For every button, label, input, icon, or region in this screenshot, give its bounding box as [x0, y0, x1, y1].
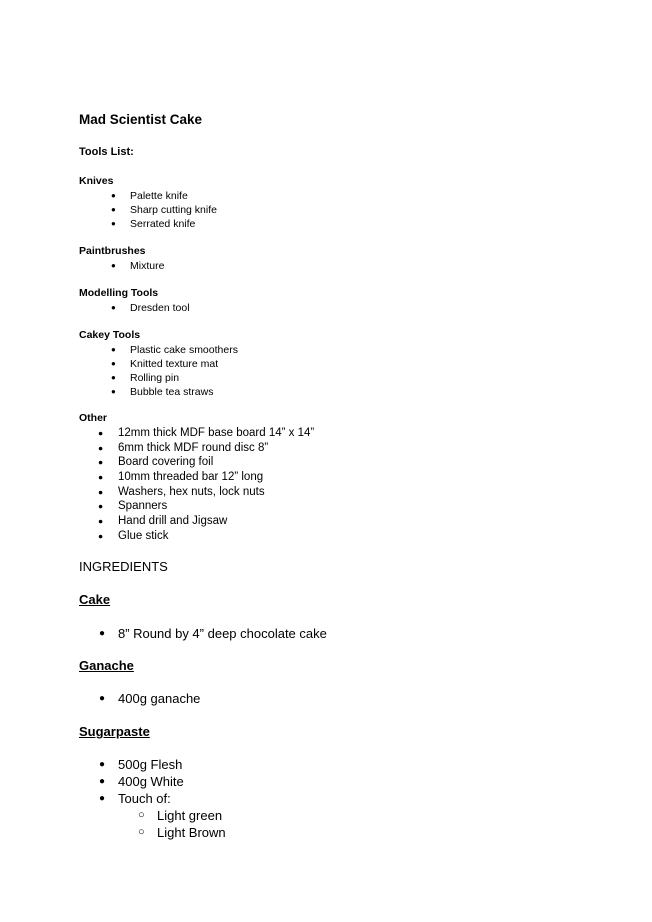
- group-title: Knives: [79, 175, 114, 187]
- list-item: ● 10mm threaded bar 12” long: [79, 470, 314, 485]
- list-item: ● Dresden tool: [79, 301, 190, 315]
- list-item: ● 400g White: [79, 773, 226, 790]
- list-item: ● Mixture: [79, 259, 164, 273]
- list-item: ● Touch of:: [79, 790, 226, 807]
- tool-group-paintbrushes: [79, 245, 164, 273]
- list-item: ● Board covering foil: [79, 455, 314, 470]
- list-item: ● Rolling pin: [79, 371, 238, 385]
- other-list: [79, 426, 314, 544]
- list-item: ● Spanners: [79, 499, 314, 514]
- tool-group-modelling-tools: [79, 287, 190, 315]
- tool-group-knives: [79, 175, 217, 231]
- sugarpaste-list: [79, 756, 226, 841]
- list-item: ● Serrated knife: [79, 217, 217, 231]
- tool-group-cakey-tools: [79, 329, 238, 399]
- ganache-heading: Ganache: [79, 658, 134, 673]
- list-item: ● Hand drill and Jigsaw: [79, 514, 314, 529]
- group-title: Cakey Tools: [79, 329, 141, 341]
- cakey-tools-list: [79, 343, 238, 399]
- cake-list: [79, 625, 327, 642]
- modelling-tools-list: [79, 301, 190, 315]
- list-item: ● Bubble tea straws: [79, 385, 238, 399]
- group-title: Paintbrushes: [79, 245, 146, 257]
- tools-list-heading: Tools List:: [79, 146, 134, 158]
- list-item: ● 6mm thick MDF round disc 8”: [79, 441, 314, 456]
- list-item: ● Washers, hex nuts, lock nuts: [79, 485, 314, 500]
- sub-list-item: ○ Light Brown: [79, 824, 226, 841]
- document-title: Mad Scientist Cake: [79, 112, 203, 127]
- list-item: ● 12mm thick MDF base board 14” x 14”: [79, 426, 314, 441]
- tool-group-other: [79, 412, 314, 544]
- list-item: ● Knitted texture mat: [79, 357, 238, 371]
- list-item: ● Plastic cake smoothers: [79, 343, 238, 357]
- list-item: ● 500g Flesh: [79, 756, 226, 773]
- sugarpaste-heading: Sugarpaste: [79, 724, 150, 739]
- cake-heading: Cake: [79, 592, 111, 607]
- group-title: Modelling Tools: [79, 287, 159, 299]
- list-item: ● Glue stick: [79, 529, 314, 544]
- list-item: ● Palette knife: [79, 189, 217, 203]
- ganache-list: [79, 690, 200, 707]
- list-item: ● Sharp cutting knife: [79, 203, 217, 217]
- group-title: Other: [79, 412, 108, 424]
- sub-list-item: ○ Light green: [79, 807, 226, 824]
- list-item: ● 400g ganache: [79, 690, 200, 707]
- list-item: ● 8” Round by 4” deep chocolate cake: [79, 625, 327, 642]
- ingredients-heading: INGREDIENTS: [79, 559, 168, 574]
- paintbrushes-list: [79, 259, 164, 273]
- knives-list: [79, 189, 217, 231]
